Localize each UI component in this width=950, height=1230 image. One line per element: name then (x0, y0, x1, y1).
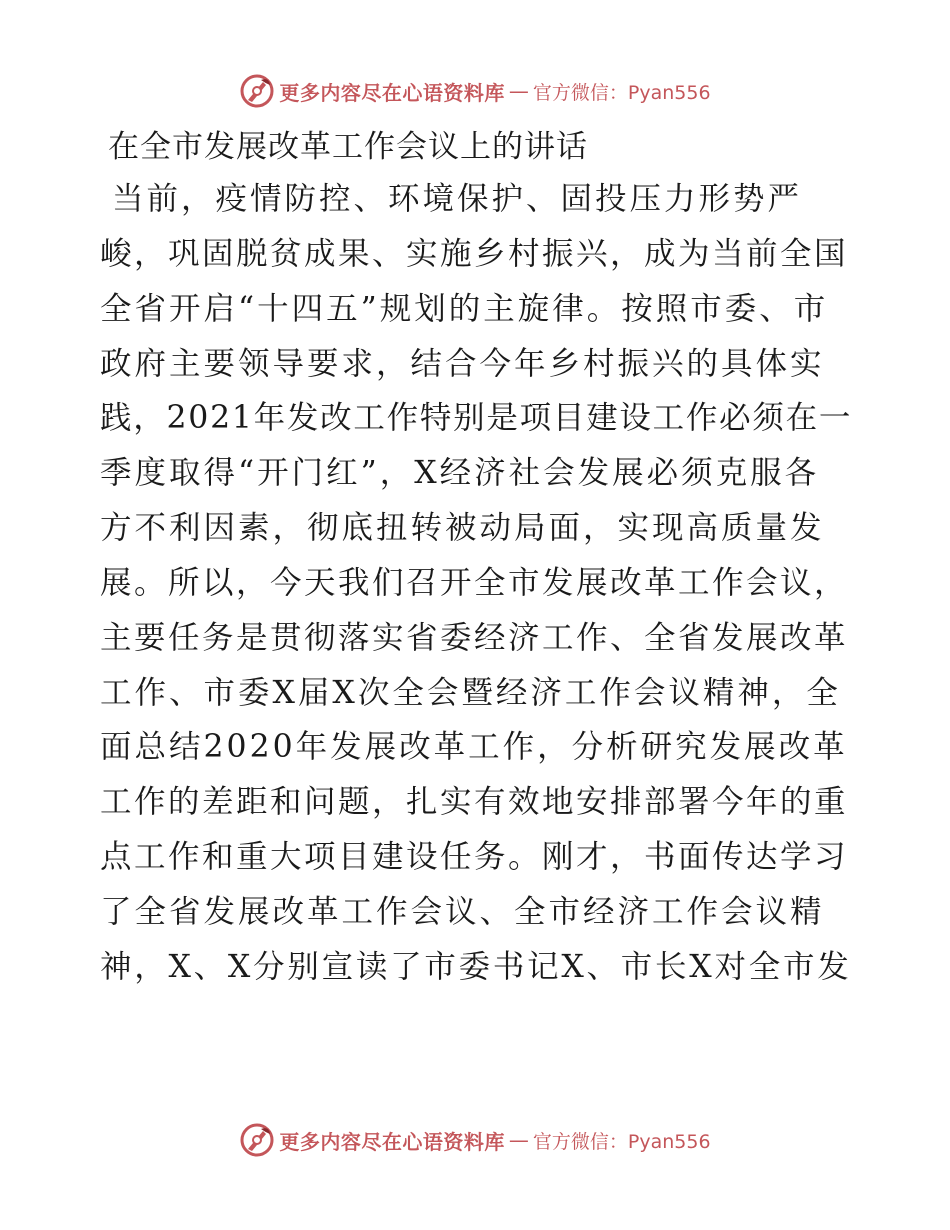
body-line: 工作的差距和问题，扎实有效地安排部署今年的重 (100, 784, 849, 821)
document-title: 在全市发展改革工作会议上的讲话 (108, 129, 588, 165)
watermark-contact-text: 官方微信：Pyan556 (532, 1130, 711, 1153)
watermark-dash: — (508, 1128, 529, 1152)
body-line: 全省开启“十四五”规划的主旋律。按照市委、市 (100, 290, 829, 327)
body-line: 工作、市委X届X次全会暨经济工作会议精神，全 (100, 674, 841, 711)
quill-logo-icon (239, 1122, 275, 1158)
body-line: 面总结2020年发展改革工作，分析研究发展改革 (100, 729, 848, 766)
body-line: 神，X、X分别宣读了市委书记X、市长X对全市发 (100, 948, 852, 985)
body-line: 季度取得“开门红”，X经济社会发展必须克服各 (100, 455, 820, 492)
body-line: 峻，巩固脱贫成果、实施乡村振兴，成为当前全国 (100, 235, 849, 272)
watermark-contact-text: 官方微信：Pyan556 (532, 81, 711, 104)
watermark-group (239, 1122, 710, 1158)
watermark-main-text: 更多内容尽在心语资料库 (279, 80, 505, 105)
body-line: 当前，疫情防控、环境保护、固投压力形势严 (112, 181, 803, 217)
body-line: 主要任务是贯彻落实省委经济工作、全省发展改革 (100, 619, 849, 656)
document-body (100, 172, 852, 995)
body-line: 方不利因素，彻底扭转被动局面，实现高质量发 (100, 510, 825, 547)
body-line: 政府主要领导要求，结合今年乡村振兴的具体实 (100, 345, 825, 382)
body-line: 了全省发展改革工作会议、全市经济工作会议精 (100, 893, 825, 930)
watermark-main-text: 更多内容尽在心语资料库 (279, 1129, 505, 1154)
body-line: 点工作和重大项目建设任务。刚才，书面传达学习 (100, 839, 849, 876)
watermark-dash: — (508, 79, 529, 103)
body-line: 践，2021年发改工作特别是项目建设工作必须在一 (100, 400, 853, 437)
quill-logo-icon (239, 73, 275, 109)
header-watermark (0, 71, 950, 111)
body-line: 展。所以，今天我们召开全市发展改革工作会议， (100, 564, 849, 601)
watermark-group (239, 73, 710, 109)
footer-watermark (0, 1120, 950, 1160)
